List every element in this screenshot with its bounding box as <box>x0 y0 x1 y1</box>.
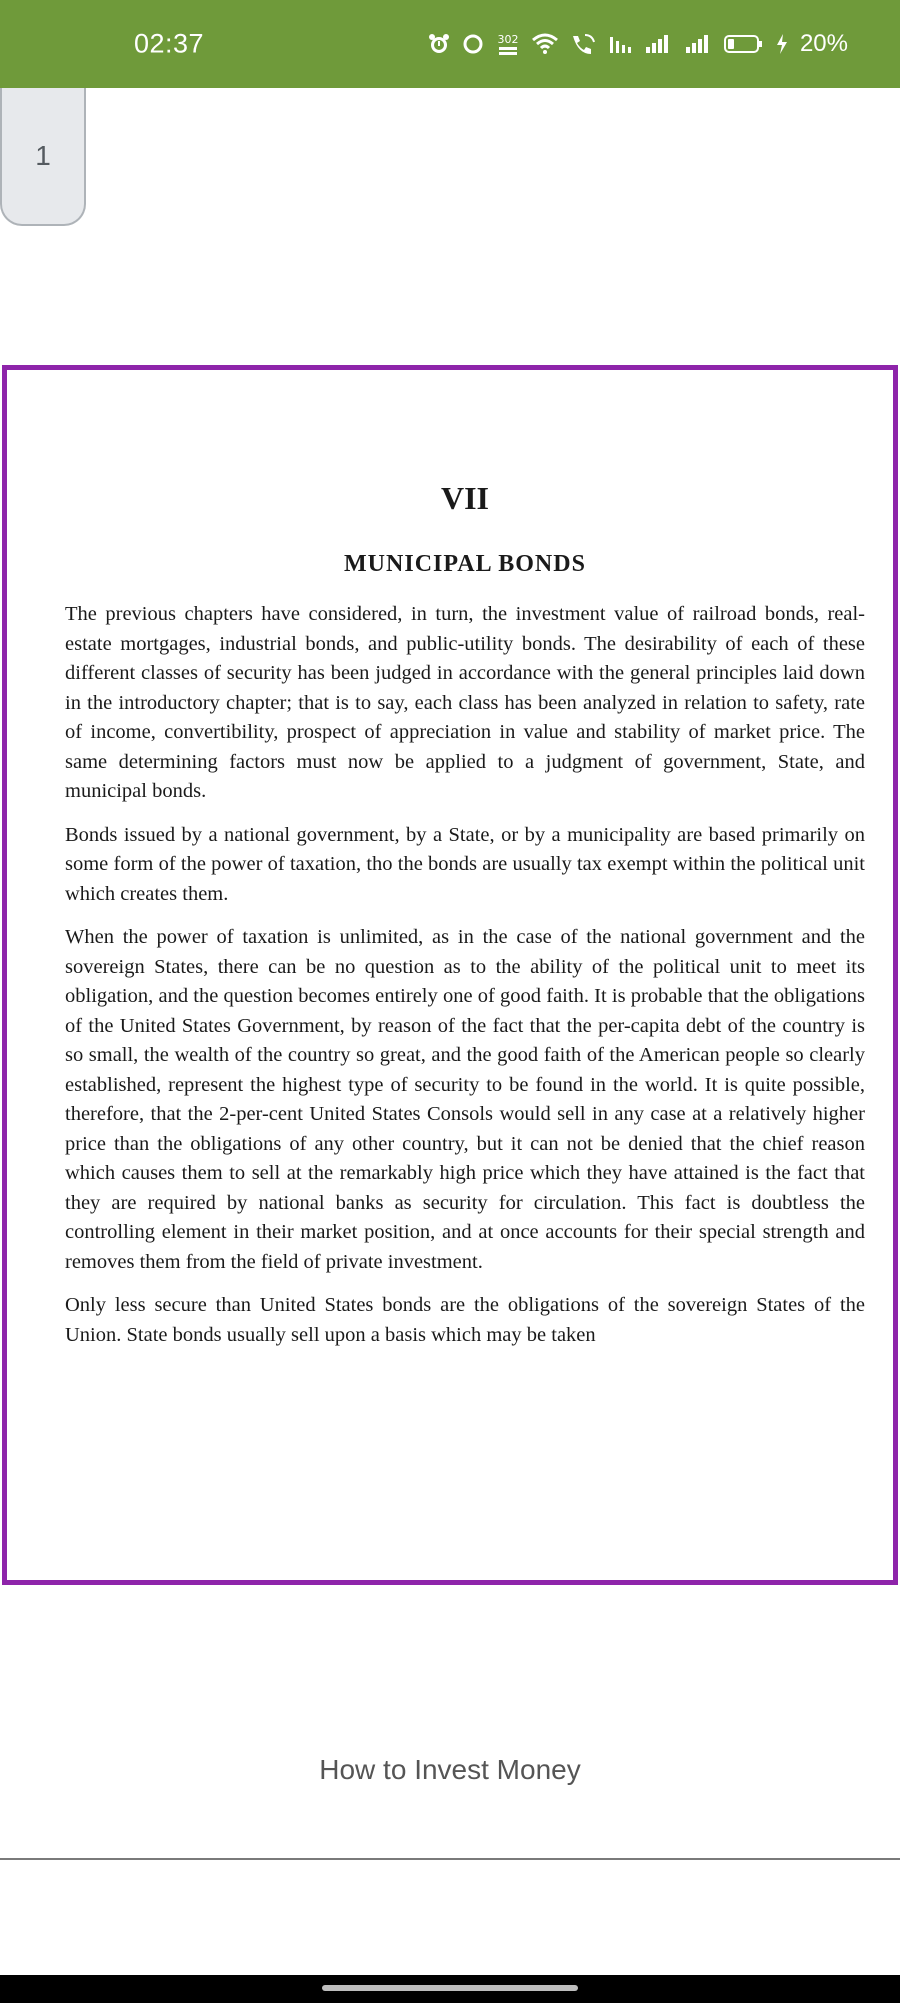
home-gesture-handle[interactable] <box>322 1985 578 1991</box>
paragraph: The previous chapters have considered, in turn, the investment value of railroad bonds, real-estate mortgages, industrial bonds, and public-utility bonds. The desirability of each of these different classes of security has been judged in accordance with the general principles laid down in the introductory chapter; that is to say, each class has been analyzed in relation to safety, rate of income, convertibility, prospect of appreciation in value and stability of market price. The same determining factors must now be applied to a judgment of government, State, and municipal bonds. <box>65 603 865 802</box>
status-time: 02:37 <box>134 28 205 59</box>
wifi-call-icon <box>570 33 596 55</box>
signal-icon-2 <box>684 33 712 55</box>
battery-percent: 20% <box>799 30 848 57</box>
battery-icon <box>724 33 764 55</box>
sync-icon <box>462 33 484 55</box>
status-icons <box>428 30 848 58</box>
page-content <box>65 480 865 1364</box>
paragraph: When the power of taxation is unlimited, as in the case of the national government and the sovereign States, there can be no question as to the ability of the political unit to meet its obligation, and the question becomes entirely one of good faith. It is probable that the obligations of the United States Government, by reason of the fact that the per-capita debt of the country is so small, the wealth of the country so great, and the good faith of the American people so clearly established, represent the highest type of security to be found in the world. It is quite possible, therefore, that the 2-per-cent United States Consols would sell in any case at a relatively higher price than the obligations of any other country, but it can not be denied that the chief reason which causes them to sell at the remarkably high price which they have attained is the fact that they are required by national banks as security for circulation. This fact is doubtless the controlling element in their market position, and at once accounts for their special strength and removes them from the field of private investment. <box>65 926 865 1273</box>
alarm-icon <box>428 33 450 55</box>
page-viewer[interactable] <box>2 365 898 1585</box>
paragraph: Only less secure than United States bonds are the obligations of the sovereign States of the Union. State bonds usually sell upon a basis which may be taken <box>65 1294 865 1346</box>
charging-icon <box>776 33 788 55</box>
signal-icon <box>644 33 672 55</box>
paragraph: Bonds issued by a national government, by a State, or by a municipality are based primarily on some form of the power of taxation, tho the bonds are usually tax exempt within the political unit which creates them. <box>65 823 865 905</box>
page-number-badge[interactable]: 1 <box>0 88 86 226</box>
volte-icon <box>608 33 632 55</box>
data-speed-icon <box>496 31 520 57</box>
divider <box>0 1858 900 1860</box>
chapter-title: MUNICIPAL BONDS <box>344 551 586 577</box>
system-nav-bar <box>0 1975 900 2003</box>
data-speed-value: 302 <box>497 33 519 46</box>
book-title: How to Invest Money <box>319 1754 581 1785</box>
status-bar <box>0 0 900 88</box>
chapter-number: VII <box>440 480 489 516</box>
wifi-icon <box>532 33 558 55</box>
